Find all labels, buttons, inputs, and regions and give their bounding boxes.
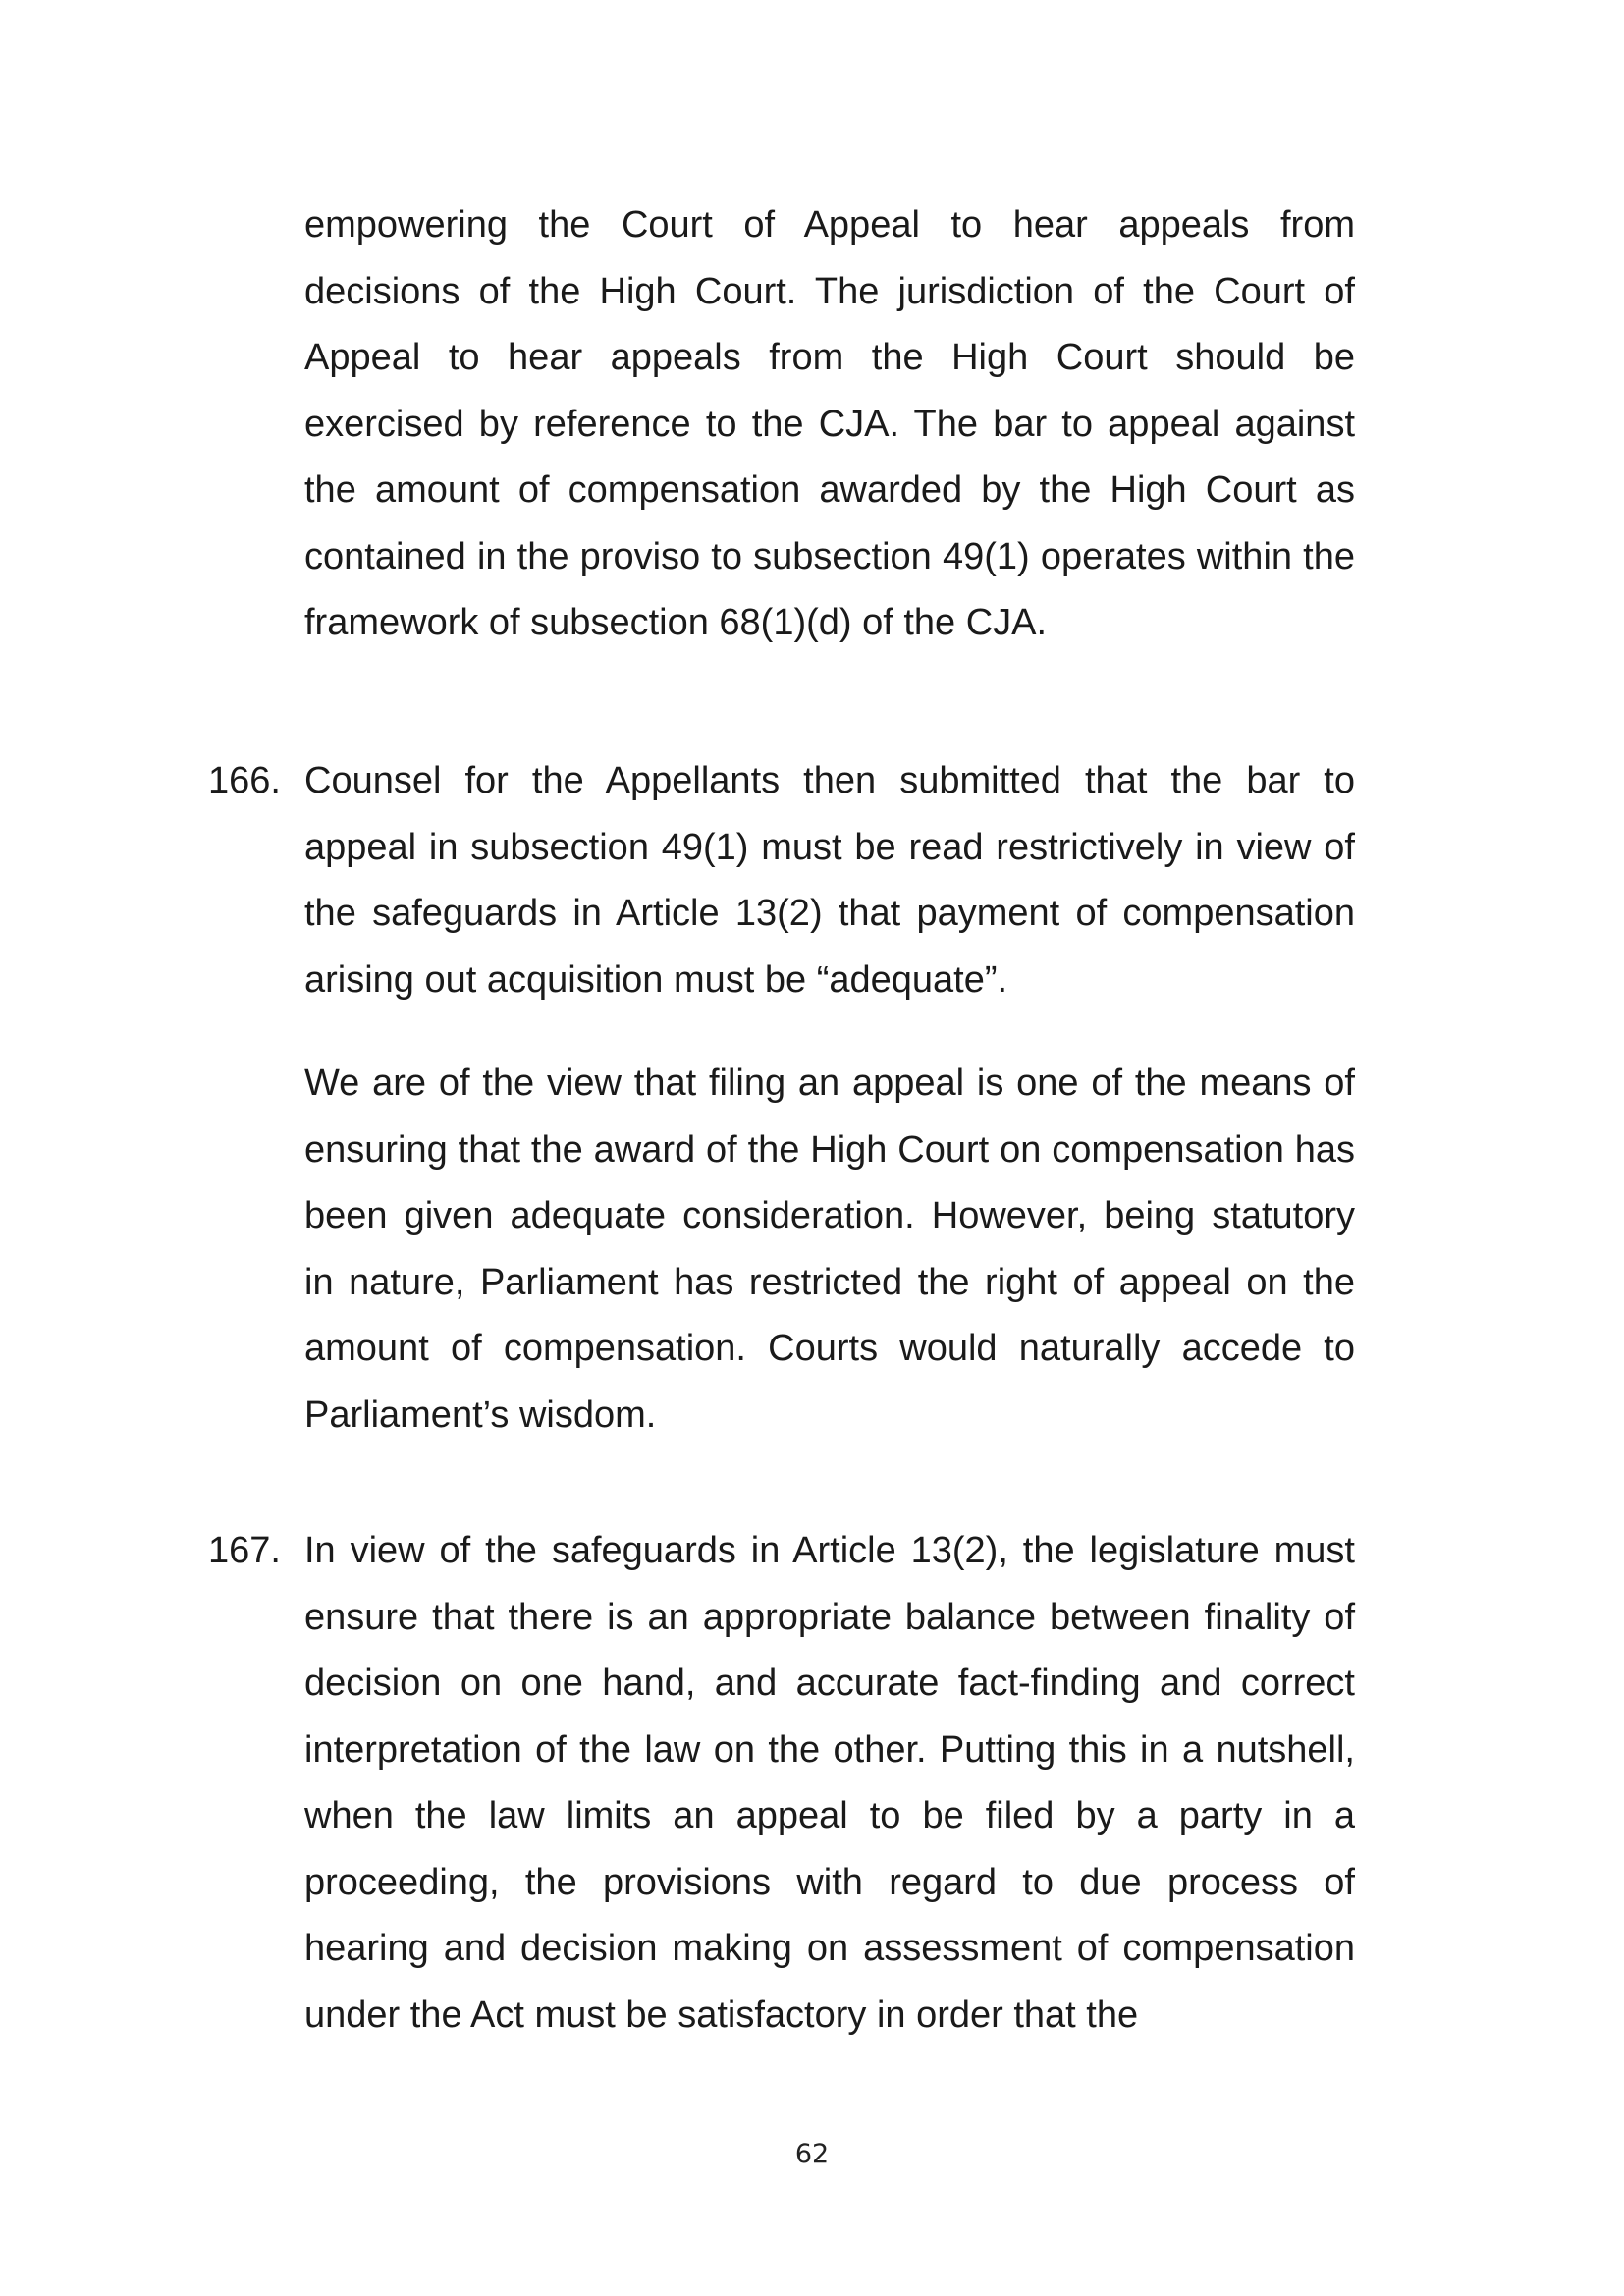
paragraph-text: Counsel for the Appellants then submitted that the bar to appeal in subsection 49(1) must be read restrictively in view of the safeguards in Article 13(2) that payment of compensation arising out acquisition must be “adequate”. bbox=[304, 760, 1355, 1001]
paragraph-166-continuation: We are of the view that filing an appeal is one of the means of ensuring that the award of the High Court on compensation has been given adequate consideration. However, being statutory in nature, Parliament has restricted the right of appeal on the amount of compensation. Courts would naturally accede to Parliament’s wisdom. bbox=[304, 1063, 1355, 1436]
paragraph-text: In view of the safeguards in Article 13(2), the legislature must ensure that there is an appropriate balance between finality of decision on one hand, and accurate fact-finding and correct interpretation of the law on the other. Putting this in a nutshell, when the law limits an appeal to be filed by a party in a proceeding, the provisions with regard to due process of hearing and decision making on assessment of compensation under the Act must be satisfactory in order that the bbox=[304, 1530, 1355, 2036]
paragraph-167 bbox=[208, 1518, 1355, 2049]
page-number: 62 bbox=[794, 2139, 830, 2169]
paragraph-number: 166. bbox=[208, 760, 281, 801]
paragraph-166 bbox=[208, 748, 1355, 1013]
paragraph-number: 167. bbox=[208, 1530, 281, 1571]
continued-paragraph-text: empowering the Court of Appeal to hear appeals from decisions of the High Court. The jurisdiction of the Court of Appeal to hear appeals from the High Court should be exercised by reference to the CJA. The bar to appeal against the amount of compensation awarded by the High Court as contained in the proviso to subsection 49(1) operates within the framework of subsection 68(1)(d) of the CJA. bbox=[304, 204, 1355, 643]
